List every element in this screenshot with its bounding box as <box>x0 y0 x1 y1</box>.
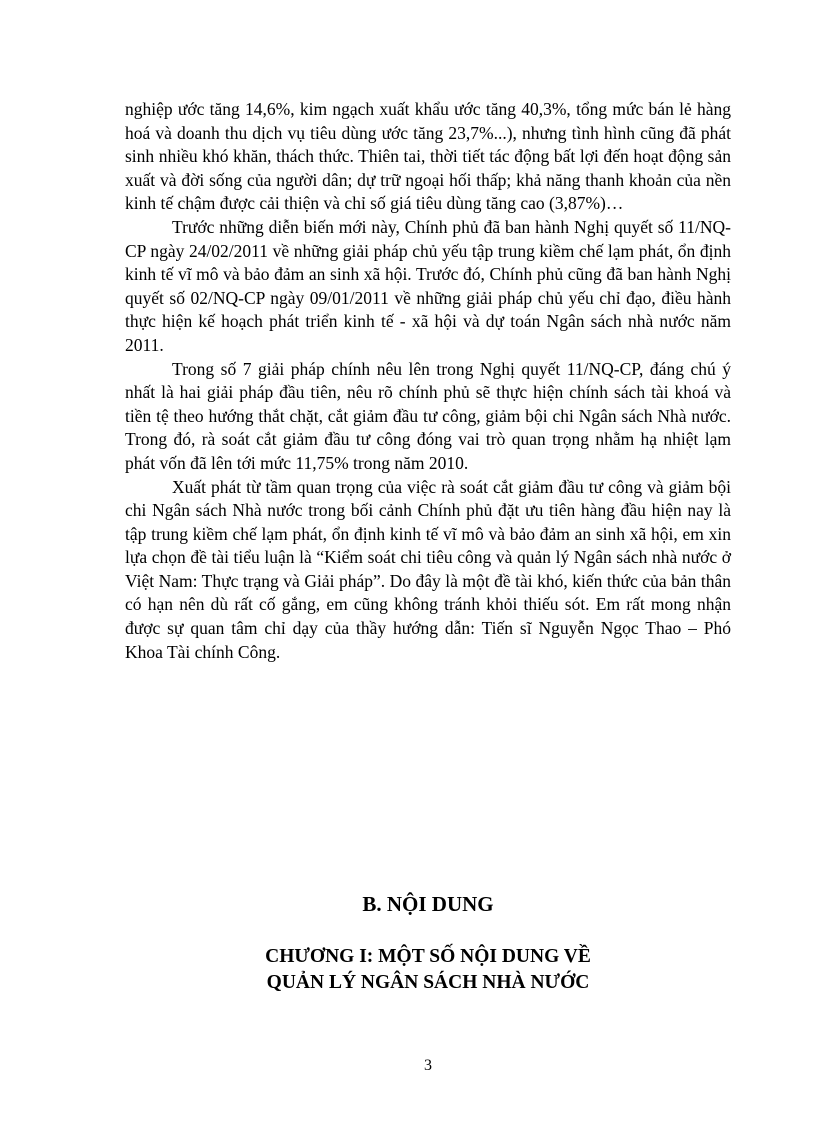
paragraph-continuation: nghiệp ước tăng 14,6%, kim ngạch xuất khẩu ước tăng 40,3%, tổng mức bán lẻ hàng hoá và doanh thu dịch vụ tiêu dùng ước tăng 23,7%...), nhưng tình hình cũng đã phát sinh nhiều khó khăn, thách thức. Thiên tai, thời tiết tác động bất lợi đến hoạt động sản xuất và đời sống của người dân; dự trữ ngoại hối thấp; khả năng thanh khoản của nền kinh tế chậm được cải thiện và chỉ số giá tiêu dùng tăng cao (3,87%)… <box>125 99 731 214</box>
section-title: B. NỘI DUNG <box>362 892 494 916</box>
paragraph-topic-choice: Xuất phát từ tầm quan trọng của việc rà soát cắt giảm đầu tư công và giảm bội chi Ngân sách Nhà nước trong bối cảnh Chính phủ đặt ưu tiên hàng đầu hiện nay là tập trung kiềm chế lạm phát, ổn định kinh tế vĩ mô và bảo đảm an sinh xã hội, em xin lựa chọn đề tài tiểu luận là “Kiểm soát chi tiêu công và quản lý Ngân sách nhà nước ở Việt Nam: Thực trạng và Giải pháp”. Do đây là một đề tài khó, kiến thức của bản thân có hạn nên dù rất cố gắng, em cũng không tránh khỏi thiếu sót. Em rất mong nhận được sự quan tâm chỉ dạy của thầy hướng dẫn: Tiến sĩ Nguyễn Ngọc Thao – Phó Khoa Tài chính Công. <box>125 476 731 662</box>
chapter-title-line-2: QUẢN LÝ NGÂN SÁCH NHÀ NƯỚC <box>266 972 590 993</box>
body-text <box>125 98 731 664</box>
paragraph-seven-solutions: Trong số 7 giải pháp chính nêu lên trong Nghị quyết 11/NQ-CP, đáng chú ý nhất là hai giải pháp đầu tiên, nêu rõ chính phủ sẽ thực hiện chính sách tài khoá và tiền tệ theo hướng thắt chặt, cắt giảm đầu tư công, giảm bội chi Ngân sách Nhà nước. Trong đó, rà soát cắt giảm đầu tư công đóng vai trò quan trọng nhằm hạ nhiệt lạm phát vốn đã lên tới mức 11,75% trong năm 2010. <box>125 358 731 473</box>
chapter-title <box>125 944 731 996</box>
page-number: 3 <box>424 1057 432 1074</box>
paragraph-resolution-11: Trước những diễn biến mới này, Chính phủ đã ban hành Nghị quyết số 11/NQ-CP ngày 24/02/2011 về những giải pháp chủ yếu tập trung kiềm chế lạm phát, ổn định kinh tế vĩ mô và bảo đảm an sinh xã hội. Trước đó, Chính phủ cũng đã ban hành Nghị quyết số 02/NQ-CP ngày 09/01/2011 về những giải pháp chủ yếu chỉ đạo, điều hành thực hiện kế hoạch phát triển kinh tế - xã hội và dự toán Ngân sách nhà nước năm 2011. <box>125 216 731 355</box>
chapter-title-line-1: CHƯƠNG I: MỘT SỐ NỘI DUNG VỀ <box>265 946 591 967</box>
